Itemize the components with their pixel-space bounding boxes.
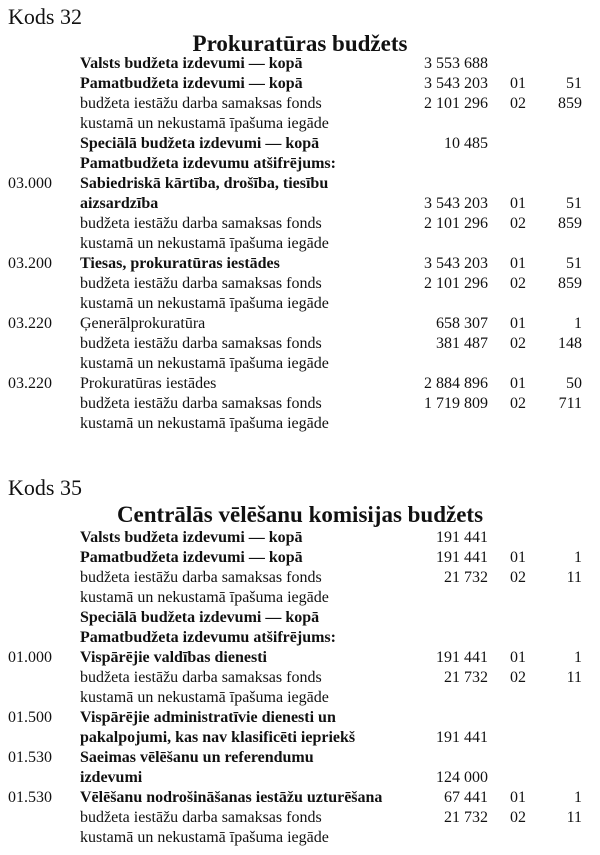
row-code-column-2: 859 [558,215,582,232]
row-code-column-2: 1 [574,789,582,806]
row-code-column-1: 02 [510,215,526,232]
row-label: Pamatbudžeta izdevumi — kopā [80,75,303,92]
row-label: Valsts budžeta izdevumi — kopā [80,529,303,546]
row-label: kustamā un nekustamā īpašuma iegāde [80,355,329,372]
budget-row [0,114,600,134]
row-code-column-2: 148 [558,335,582,352]
section-code-heading: Kods 32 [8,4,82,29]
row-code-column-2: 1 [574,315,582,332]
budget-row [0,668,600,688]
budget-row [0,254,600,274]
row-label: Saeimas vēlēšanu un referendumu [80,749,314,766]
section-title: Centrālās vēlēšanu komisijas budžets [116,502,484,527]
budget-row [0,808,600,828]
row-label: Sabiedriskā kārtība, drošība, tiesību [80,175,329,192]
budget-row [0,274,600,294]
row-label: budžeta iestāžu darba samaksas fonds [80,275,322,292]
row-label: Speciālā budžeta izdevumi — kopā [80,135,320,152]
budget-row [0,334,600,354]
budget-row [0,134,600,154]
row-code-column-1: 01 [510,789,526,806]
row-label: Valsts budžeta izdevumi — kopā [80,55,303,72]
row-label: kustamā un nekustamā īpašuma iegāde [80,829,329,846]
row-label: Prokuratūras iestādes [80,375,217,392]
row-code-column-2: 51 [566,195,582,212]
budget-row [0,768,600,788]
row-label: kustamā un nekustamā īpašuma iegāde [80,689,329,706]
row-code: 03.220 [8,375,52,392]
row-label: Vispārējie valdības dienesti [80,649,267,666]
budget-row [0,688,600,708]
budget-row [0,588,600,608]
row-amount: 21 732 [444,809,488,826]
row-label: budžeta iestāžu darba samaksas fonds [80,95,322,112]
row-code: 01.000 [8,649,52,666]
row-code-column-1: 01 [510,75,526,92]
budget-row [0,608,600,628]
row-amount: 10 485 [444,135,488,152]
row-code-column-1: 02 [510,335,526,352]
row-code: 01.530 [8,789,52,806]
row-label: Pamatbudžeta izdevumu atšifrējums: [80,155,336,172]
row-amount: 21 732 [444,669,488,686]
row-amount: 191 441 [436,649,488,666]
budget-row [0,154,600,174]
row-label: Pamatbudžeta izdevumu atšifrējums: [80,629,336,646]
budget-row [0,788,600,808]
budget-row [0,374,600,394]
row-label: Tiesas, prokuratūras iestādes [80,255,280,272]
budget-row [0,174,600,194]
budget-row [0,648,600,668]
row-amount: 21 732 [444,569,488,586]
section-code-heading: Kods 35 [8,475,82,500]
row-code-column-2: 50 [566,375,582,392]
row-code-column-2: 1 [574,549,582,566]
section-title: Prokuratūras budžets [192,31,408,56]
row-code-column-2: 11 [566,809,582,826]
row-amount: 3 543 203 [424,75,488,92]
budget-row [0,234,600,254]
row-code-column-1: 01 [510,649,526,666]
row-code-column-1: 01 [510,549,526,566]
budget-row [0,568,600,588]
budget-row [0,828,600,848]
row-code-column-2: 11 [566,669,582,686]
budget-row [0,628,600,648]
row-code: 03.000 [8,175,52,192]
budget-row [0,214,600,234]
row-amount: 658 307 [436,315,488,332]
row-code-column-1: 02 [510,569,526,586]
budget-row [0,94,600,114]
row-code-column-2: 51 [566,255,582,272]
row-amount: 67 441 [444,789,488,806]
budget-row [0,394,600,414]
row-label: izdevumi [80,769,143,786]
row-code-column-2: 859 [558,95,582,112]
row-code-column-1: 02 [510,809,526,826]
row-amount: 3 553 688 [424,55,488,72]
budget-row [0,294,600,314]
budget-row [0,548,600,568]
budget-row [0,194,600,214]
row-code: 03.220 [8,315,52,332]
budget-row [0,708,600,728]
row-label: budžeta iestāžu darba samaksas fonds [80,669,322,686]
budget-row [0,54,600,74]
budget-row [0,748,600,768]
row-code-column-2: 711 [558,395,582,412]
row-code: 03.200 [8,255,52,272]
row-code-column-1: 01 [510,195,526,212]
row-label: pakalpojumi, kas nav klasificēti iepriekš [80,729,356,746]
row-amount: 191 441 [436,549,488,566]
row-label: budžeta iestāžu darba samaksas fonds [80,335,322,352]
budget-row [0,528,600,548]
row-label: Pamatbudžeta izdevumi — kopā [80,549,303,566]
row-label: aizsardzība [80,195,159,212]
row-label: kustamā un nekustamā īpašuma iegāde [80,415,329,432]
row-amount: 2 101 296 [424,215,488,232]
row-amount: 1 719 809 [424,395,488,412]
row-label: Vēlēšanu nodrošināšanas iestāžu uzturēšana [80,789,383,806]
row-label: kustamā un nekustamā īpašuma iegāde [80,235,329,252]
budget-row [0,314,600,334]
budget-row [0,728,600,748]
budget-row [0,354,600,374]
budget-row [0,414,600,434]
row-label: budžeta iestāžu darba samaksas fonds [80,809,322,826]
row-amount: 2 101 296 [424,275,488,292]
row-amount: 3 543 203 [424,195,488,212]
row-label: Speciālā budžeta izdevumi — kopā [80,609,320,626]
row-label: budžeta iestāžu darba samaksas fonds [80,569,322,586]
row-code-column-2: 51 [566,75,582,92]
row-code-column-2: 859 [558,275,582,292]
row-amount: 124 000 [436,769,488,786]
row-label: budžeta iestāžu darba samaksas fonds [80,395,322,412]
row-amount: 381 487 [436,335,488,352]
row-code: 01.500 [8,709,52,726]
budget-row [0,74,600,94]
row-label: kustamā un nekustamā īpašuma iegāde [80,589,329,606]
row-amount: 191 441 [436,529,488,546]
row-label: kustamā un nekustamā īpašuma iegāde [80,115,329,132]
row-amount: 191 441 [436,729,488,746]
row-code-column-2: 1 [574,649,582,666]
row-code-column-1: 02 [510,95,526,112]
row-label: Vispārējie administratīvie dienesti un [80,709,336,726]
row-code: 01.530 [8,749,52,766]
row-amount: 3 543 203 [424,255,488,272]
row-label: kustamā un nekustamā īpašuma iegāde [80,295,329,312]
row-amount: 2 884 896 [424,375,488,392]
row-label: budžeta iestāžu darba samaksas fonds [80,215,322,232]
row-code-column-1: 01 [510,255,526,272]
row-code-column-1: 01 [510,315,526,332]
row-code-column-1: 01 [510,375,526,392]
row-code-column-1: 02 [510,395,526,412]
row-code-column-1: 02 [510,275,526,292]
row-code-column-2: 11 [566,569,582,586]
row-code-column-1: 02 [510,669,526,686]
row-amount: 2 101 296 [424,95,488,112]
row-label: Ģenerālprokuratūra [80,315,206,332]
